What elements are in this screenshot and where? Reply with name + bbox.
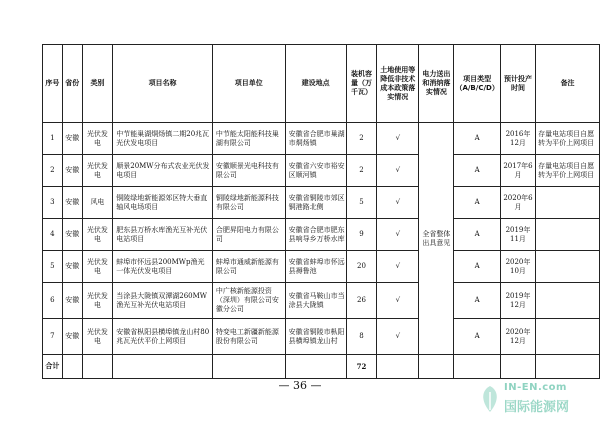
policy-check-cell: √ — [377, 187, 419, 219]
column-header: 备注 — [536, 45, 600, 123]
empty-cell — [536, 355, 600, 379]
location-cell: 安徽省合肥市肥东县响导乡万桥水库 — [285, 219, 346, 251]
column-header: 土地使用等降低非技术成本政策落实情况 — [377, 45, 419, 123]
row-number: 4 — [43, 219, 63, 251]
project-name-cell: 铜陵绿地新能源郊区特大垂直轴风电场项目 — [113, 187, 213, 219]
location-cell: 安徽省铜陵市郊区铜港路北侧 — [285, 187, 346, 219]
row-number: 3 — [43, 187, 63, 219]
project-type-cell: A — [454, 319, 500, 355]
province-cell: 安徽 — [62, 219, 82, 251]
capacity-cell: 20 — [346, 251, 376, 283]
empty-cell — [113, 355, 213, 379]
column-header: 电力送出和消纳落实情况 — [419, 45, 454, 123]
category-cell: 光伏发电 — [82, 283, 113, 319]
project-type-cell: A — [454, 283, 500, 319]
table-row — [43, 251, 600, 283]
row-number: 2 — [43, 155, 63, 187]
policy-check-cell: √ — [377, 283, 419, 319]
empty-cell — [82, 355, 113, 379]
project-type-cell: A — [454, 187, 500, 219]
page-number: — 36 — — [278, 379, 322, 392]
table-row — [43, 155, 600, 187]
column-header: 类别 — [82, 45, 113, 123]
project-name-cell: 中节能巢湖烔炀镇二期20兆瓦光伏发电项目 — [113, 123, 213, 155]
location-cell: 安徽省蚌埠市怀远县褥鲁池 — [285, 251, 346, 283]
province-cell: 安徽 — [62, 155, 82, 187]
category-cell: 光伏发电 — [82, 319, 113, 355]
project-unit-cell: 铜陵绿地新能源科技有限公司 — [212, 187, 285, 219]
commission-time-cell: 2019年11月 — [500, 219, 535, 251]
project-type-cell: A — [454, 155, 500, 187]
column-header: 项目类型（A/B/C/D） — [454, 45, 500, 123]
commission-time-cell: 2020年6月 — [500, 187, 535, 219]
total-row — [43, 355, 600, 379]
column-header: 项目名称 — [113, 45, 213, 123]
row-number: 5 — [43, 251, 63, 283]
notes-cell — [536, 283, 600, 319]
project-unit-cell: 合肥昇阳电力有限公司 — [212, 219, 285, 251]
total-capacity: 72 — [346, 355, 376, 379]
province-cell: 安徽 — [62, 283, 82, 319]
table-header-row — [43, 45, 600, 123]
capacity-cell: 8 — [346, 319, 376, 355]
power-delivery-cell: 全省整体出具意见 — [419, 123, 454, 355]
empty-cell — [454, 355, 500, 379]
category-cell: 光伏发电 — [82, 251, 113, 283]
column-header: 预计投产时间 — [500, 45, 535, 123]
notes-cell — [536, 187, 600, 219]
category-cell: 光伏发电 — [82, 219, 113, 251]
project-unit-cell: 中节能太阳能科技巢湖有限公司 — [212, 123, 285, 155]
empty-cell — [419, 355, 454, 379]
project-name-cell: 蚌埠市怀远县200MWp渔光一体光伏发电项目 — [113, 251, 213, 283]
watermark-logo — [478, 380, 596, 420]
column-header: 序号 — [43, 45, 63, 123]
capacity-cell: 5 — [346, 187, 376, 219]
empty-cell — [212, 355, 285, 379]
commission-time-cell: 2017年6月 — [500, 155, 535, 187]
project-name-cell: 肥东县万桥水库渔光互补光伏电站项目 — [113, 219, 213, 251]
project-unit-cell: 中广核新能源投资（深圳）有限公司安徽分公司 — [212, 283, 285, 319]
table-row — [43, 123, 600, 155]
row-number: 7 — [43, 319, 63, 355]
project-table — [42, 44, 600, 379]
capacity-cell: 26 — [346, 283, 376, 319]
location-cell: 安徽省马鞍山市当涂县大陇镇 — [285, 283, 346, 319]
leaf-logo-icon — [478, 384, 502, 414]
empty-cell — [500, 355, 535, 379]
province-cell: 安徽 — [62, 319, 82, 355]
notes-cell — [536, 219, 600, 251]
location-cell: 安徽省合肥市巢湖市烔炀镇 — [285, 123, 346, 155]
notes-cell — [536, 319, 600, 355]
commission-time-cell: 2020年10月 — [500, 251, 535, 283]
row-number: 1 — [43, 123, 63, 155]
project-unit-cell: 蚌埠市通威新能源有限公司 — [212, 251, 285, 283]
notes-cell: 存量电站项目自愿转为平价上网项目 — [536, 155, 600, 187]
province-cell: 安徽 — [62, 123, 82, 155]
commission-time-cell: 2019年12月 — [500, 283, 535, 319]
project-name-cell: 顺景20MW分布式农业光伏发电项目 — [113, 155, 213, 187]
notes-cell — [536, 251, 600, 283]
province-cell: 安徽 — [62, 251, 82, 283]
commission-time-cell: 2020年12月 — [500, 319, 535, 355]
table-row — [43, 187, 600, 219]
policy-check-cell: √ — [377, 123, 419, 155]
project-name-cell: 当涂县大陇镇双潭湖260MW渔光互补光伏电站项目 — [113, 283, 213, 319]
category-cell: 风电 — [82, 187, 113, 219]
project-type-cell: A — [454, 219, 500, 251]
policy-check-cell: √ — [377, 219, 419, 251]
column-header: 建设地点 — [285, 45, 346, 123]
table-row — [43, 219, 600, 251]
location-cell: 安徽省六安市裕安区顺河镇 — [285, 155, 346, 187]
project-unit-cell: 特变电工新疆新能源股份有限公司 — [212, 319, 285, 355]
category-cell: 光伏发电 — [82, 155, 113, 187]
column-header: 项目单位 — [212, 45, 285, 123]
location-cell: 安徽省铜陵市枞阳县横埠镇龙山村 — [285, 319, 346, 355]
capacity-cell: 9 — [346, 219, 376, 251]
row-number: 6 — [43, 283, 63, 319]
empty-cell — [285, 355, 346, 379]
column-header: 装机容量（万千瓦） — [346, 45, 376, 123]
project-type-cell: A — [454, 251, 500, 283]
total-label: 合计 — [43, 355, 63, 379]
category-cell: 光伏发电 — [82, 123, 113, 155]
empty-cell — [377, 355, 419, 379]
table-row — [43, 283, 600, 319]
project-type-cell: A — [454, 123, 500, 155]
policy-check-cell: √ — [377, 319, 419, 355]
column-header: 省份 — [62, 45, 82, 123]
policy-check-cell: √ — [377, 251, 419, 283]
project-unit-cell: 安徽顺景光电科技有限公司 — [212, 155, 285, 187]
watermark-en: IN-EN.com — [504, 382, 567, 393]
capacity-cell: 2 — [346, 123, 376, 155]
notes-cell: 存量电站项目自愿转为平价上网项目 — [536, 123, 600, 155]
capacity-cell: 2 — [346, 155, 376, 187]
policy-check-cell: √ — [377, 155, 419, 187]
province-cell: 安徽 — [62, 187, 82, 219]
commission-time-cell: 2016年12月 — [500, 123, 535, 155]
table-row — [43, 319, 600, 355]
project-name-cell: 安徽省枞阳县横埠镇龙山村80兆瓦光伏平价上网项目 — [113, 319, 213, 355]
empty-cell — [62, 355, 82, 379]
watermark-cn: 国际能源网 — [504, 400, 570, 415]
